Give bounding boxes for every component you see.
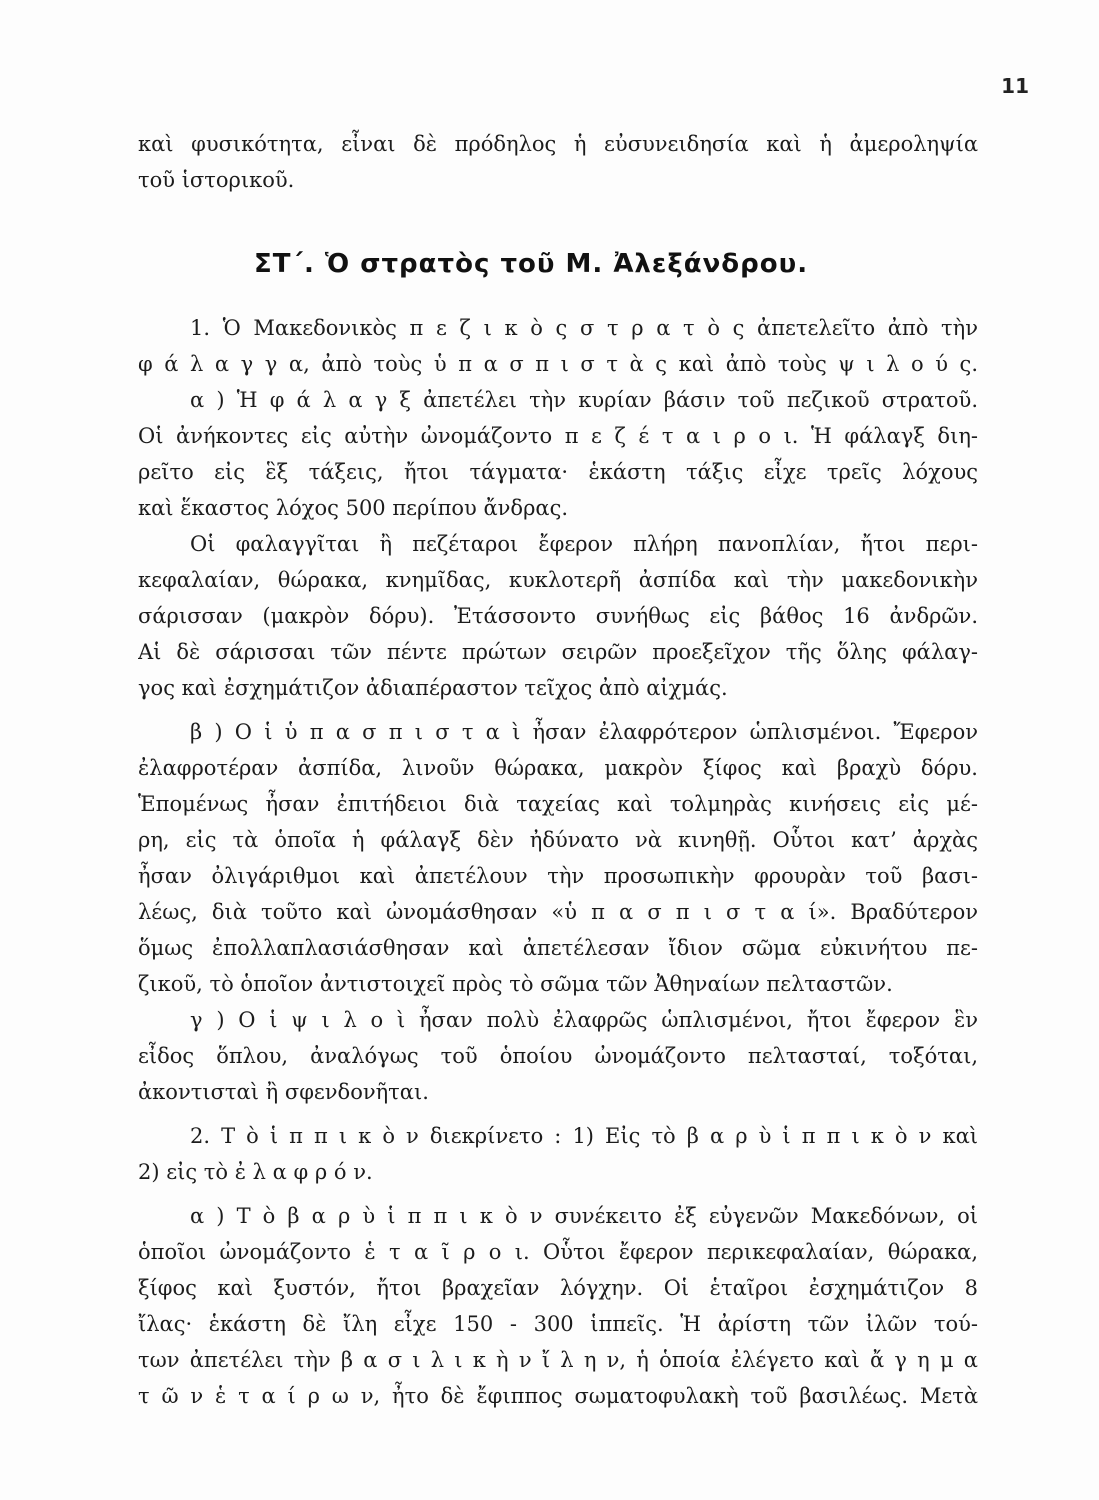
text-line: των ἀπετέλει τὴν β α σ ι λ ι κ ὴ ν ἴ λ η ν, ἡ ὁποία ἐλέγετο καὶ ἄ γ η μ α <box>138 1348 978 1372</box>
text-line: κεφαλαίαν, θώρακα, κνημῖδας, κυκλοτερῆ ἀσπίδα καὶ τὴν μακεδονικὴν <box>138 568 978 592</box>
text-line: καὶ φυσικότητα, εἶναι δὲ πρόδηλος ἡ εὐσυνειδησία καὶ ἡ ἀμεροληψία <box>138 132 978 156</box>
text-line: ἀκοντισταὶ ἢ σφενδονῆται. <box>138 1080 429 1104</box>
paragraph-gap <box>138 1190 978 1198</box>
text-line: α ) Τ ὸ β α ρ ὺ ἱ π π ι κ ὸ ν συνέκειτο ἐξ εὐγενῶν Μακεδόνων, οἱ <box>190 1204 978 1228</box>
text-line: ἴλας· ἑκάστη δὲ ἴλη εἶχε 150 - 300 ἱππεῖς. Ἡ ἀρίστη τῶν ἰλῶν τού- <box>138 1312 978 1336</box>
text-line: γος καὶ ἐσχημάτιζον ἀδιαπέραστον τεῖχος ἀπὸ αἰχμάς. <box>138 676 728 700</box>
text-line: Αἱ δὲ σάρισσαι τῶν πέντε πρώτων σειρῶν προεξεῖχον τῆς ὅλης φάλαγ- <box>138 640 978 664</box>
text-line: τ ῶ ν ἑ τ α ί ρ ω ν, ἦτο δὲ ἔφιππος σωματοφυλακὴ τοῦ βασιλέως. Μετὰ <box>138 1384 978 1408</box>
text-line: λέως, διὰ τοῦτο καὶ ὠνομάσθησαν «ὑ π α σ π ι σ τ α ί». Βραδύτερον <box>138 900 978 924</box>
paragraph-gap <box>138 706 978 714</box>
text-line: β ) Ο ἱ ὑ π α σ π ι σ τ α ὶ ἦσαν ἐλαφρότερον ὡπλισμένοι. Ἔφερον <box>190 720 978 744</box>
text-line: ρεῖτο εἰς ἓξ τάξεις, ἤτοι τάγματα· ἑκάστη τάξις εἶχε τρεῖς λόχους <box>138 460 978 484</box>
text-line: σάρισσαν (μακρὸν δόρυ). Ἐτάσσοντο συνήθως εἰς βάθος 16 ἀνδρῶν. <box>138 604 978 628</box>
page-body <box>138 126 978 1414</box>
text-line: ρη, εἰς τὰ ὁποῖα ἡ φάλαγξ δὲν ἠδύνατο νὰ κινηθῇ. Οὗτοι κατ’ ἀρχὰς <box>138 828 978 852</box>
text-line: ὁποῖοι ὠνομάζοντο ἑ τ α ῖ ρ ο ι. Οὗτοι ἔφερον περικεφαλαίαν, θώρακα, <box>138 1240 978 1264</box>
paragraph-gap <box>138 1110 978 1118</box>
text-line: Οἱ ἀνήκοντες εἰς αὐτὴν ὠνομάζοντο π ε ζ έ τ α ι ρ ο ι. Ἡ φάλαγξ διη- <box>138 424 978 448</box>
text-line: γ ) Ο ἱ ψ ι λ ο ὶ ἦσαν πολὺ ἐλαφρῶς ὡπλισμένοι, ἤτοι ἔφερον ἓν <box>190 1008 978 1032</box>
text-line: ἐλαφροτέραν ἀσπίδα, λινοῦν θώρακα, μακρὸν ξίφος καὶ βραχὺ δόρυ. <box>138 756 978 780</box>
text-line: Οἱ φαλαγγῖται ἢ πεζέταροι ἔφερον πλήρη πανοπλίαν, ἤτοι περι- <box>190 532 978 556</box>
text-line: καὶ ἕκαστος λόχος 500 περίπου ἄνδρας. <box>138 496 569 520</box>
text-line: εἶδος ὅπλου, ἀναλόγως τοῦ ὁποίου ὠνομάζοντο πελτασταί, τοξόται, <box>138 1044 978 1068</box>
text-line: τοῦ ἱστορικοῦ. <box>138 168 295 192</box>
text-line: ἦσαν ὀλιγάριθμοι καὶ ἀπετέλουν τὴν προσωπικὴν φρουρὰν τοῦ βασι- <box>138 864 978 888</box>
text-line: Ἑπομένως ἦσαν ἐπιτήδειοι διὰ ταχείας καὶ τολμηρὰς κινήσεις εἰς μέ- <box>138 792 978 816</box>
text-line: ζικοῦ, τὸ ὁποῖον ἀντιστοιχεῖ πρὸς τὸ σῶμα τῶν Ἀθηναίων πελταστῶν. <box>138 972 893 996</box>
text-line: 2. Τ ὸ ἱ π π ι κ ὸ ν διεκρίνετο : 1) Εἰς τὸ β α ρ ὺ ἱ π π ι κ ὸ ν καὶ <box>190 1124 978 1148</box>
text-line: ξίφος καὶ ξυστόν, ἤτοι βραχεῖαν λόγχην. Οἱ ἑταῖροι ἐσχημάτιζον 8 <box>138 1276 978 1300</box>
text-line: α ) Ἡ φ ά λ α γ ξ ἀπετέλει τὴν κυρίαν βάσιν τοῦ πεζικοῦ στρατοῦ. <box>190 388 978 412</box>
text-line: φ ά λ α γ γ α, ἀπὸ τοὺς ὑ π α σ π ι σ τ ὰ ς καὶ ἀπὸ τοὺς ψ ι λ ο ύ ς. <box>138 352 978 376</box>
page-number: 11 <box>1001 74 1029 98</box>
text-line: 1. Ὁ Μακεδονικὸς π ε ζ ι κ ὸ ς σ τ ρ α τ ὸ ς ἀπετελεῖτο ἀπὸ τὴν <box>190 316 978 340</box>
section-heading: ΣΤ΄. Ὁ στρατὸς τοῦ Μ. Ἀλεξάνδρου. <box>254 249 809 279</box>
text-line: ὅμως ἐπολλαπλασιάσθησαν καὶ ἀπετέλεσαν ἴδιον σῶμα εὐκινήτου πε- <box>138 936 978 960</box>
text-line: 2) εἰς τὸ ἐ λ α φ ρ ό ν. <box>138 1160 373 1184</box>
